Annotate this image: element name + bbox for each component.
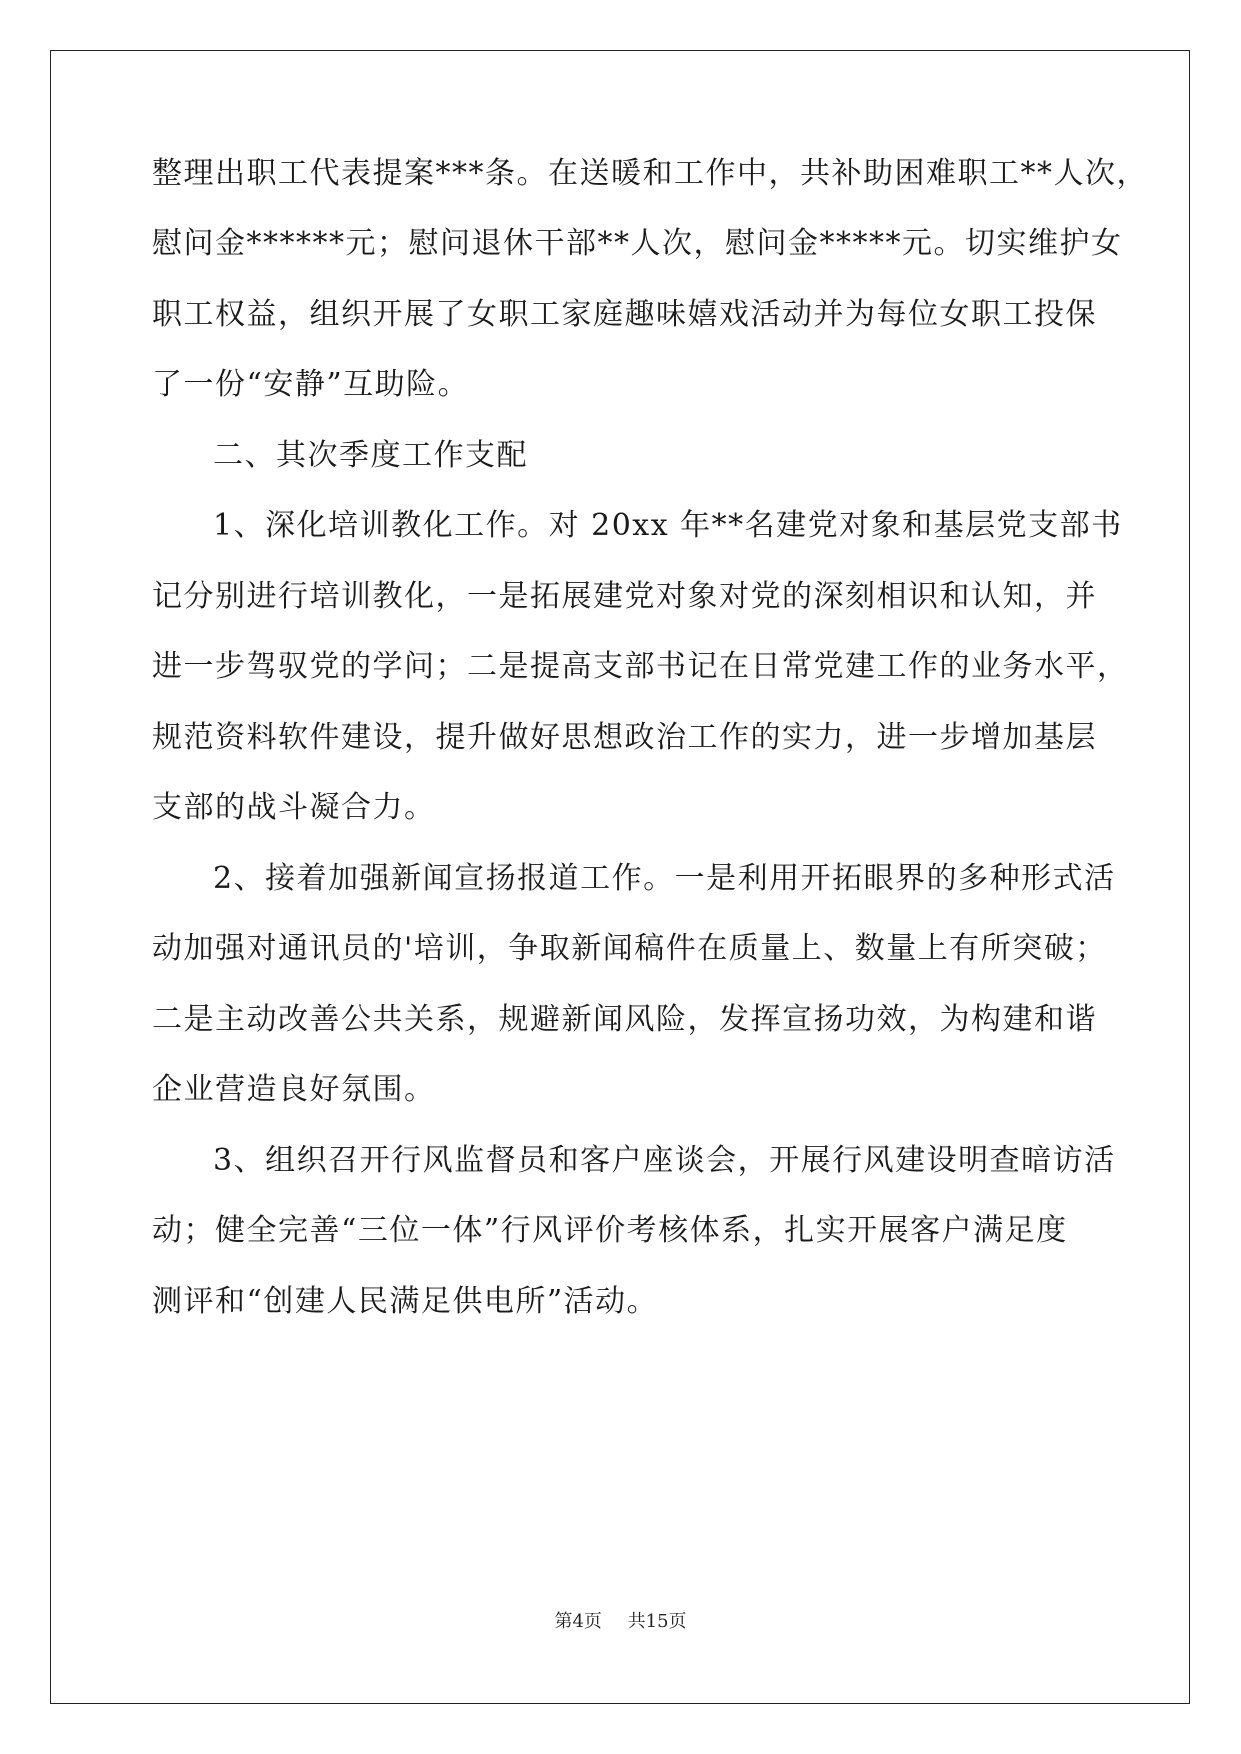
text-line: 企业营造良好氛围。 [152,1072,436,1107]
text-line: 动加强对通讯员的'培训，争取新闻稿件在质量上、数量上有所突破； [152,931,1107,966]
section-heading: 二、其次季度工作支配 [213,438,528,473]
text-line: 职工权益，组织开展了女职工家庭趣味嬉戏活动并为每位女职工投保 [152,297,1097,332]
text-line: 测评和“创建人民满足供电所”活动。 [152,1284,659,1319]
text-line: 规范资料软件建设，提升做好思想政治工作的实力，进一步增加基层 [152,720,1097,755]
text-line: 动；健全完善“三位一体”行风评价考核体系，扎实开展客户满足度 [152,1213,1068,1248]
page-footer [0,1610,1241,1634]
text-line: 1、深化培训教化工作。对 20xx 年**名建党对象和基层党支部书 [213,508,1123,543]
text-line: 二是主动改善公共关系，规避新闻风险，发挥宣扬功效，为构建和谐 [152,1002,1097,1037]
page-number: 第4页 [554,1611,602,1632]
text-line: 支部的战斗凝合力。 [152,790,436,825]
text-line: 3、组织召开行风监督员和客户座谈会，开展行风建设明查暗访活 [213,1143,1116,1178]
text-line: 了一份“安静”互助险。 [152,367,470,402]
text-line: 进一步驾驭党的学问；二是提高支部书记在日常党建工作的业务水平， [152,649,1129,684]
page-total: 共15页 [627,1611,687,1632]
text-line: 记分别进行培训教化，一是拓展建党对象对党的深刻相识和认知，并 [152,579,1097,614]
text-line: 2、接着加强新闻宣扬报道工作。一是利用开拓眼界的多种形式活 [213,861,1116,896]
text-line: 整理出职工代表提案***条。在送暖和工作中，共补助困难职工**人次， [152,156,1148,191]
text-line: 慰问金******元；慰问退休干部**人次，慰问金*****元。切实维护女 [152,226,1123,261]
